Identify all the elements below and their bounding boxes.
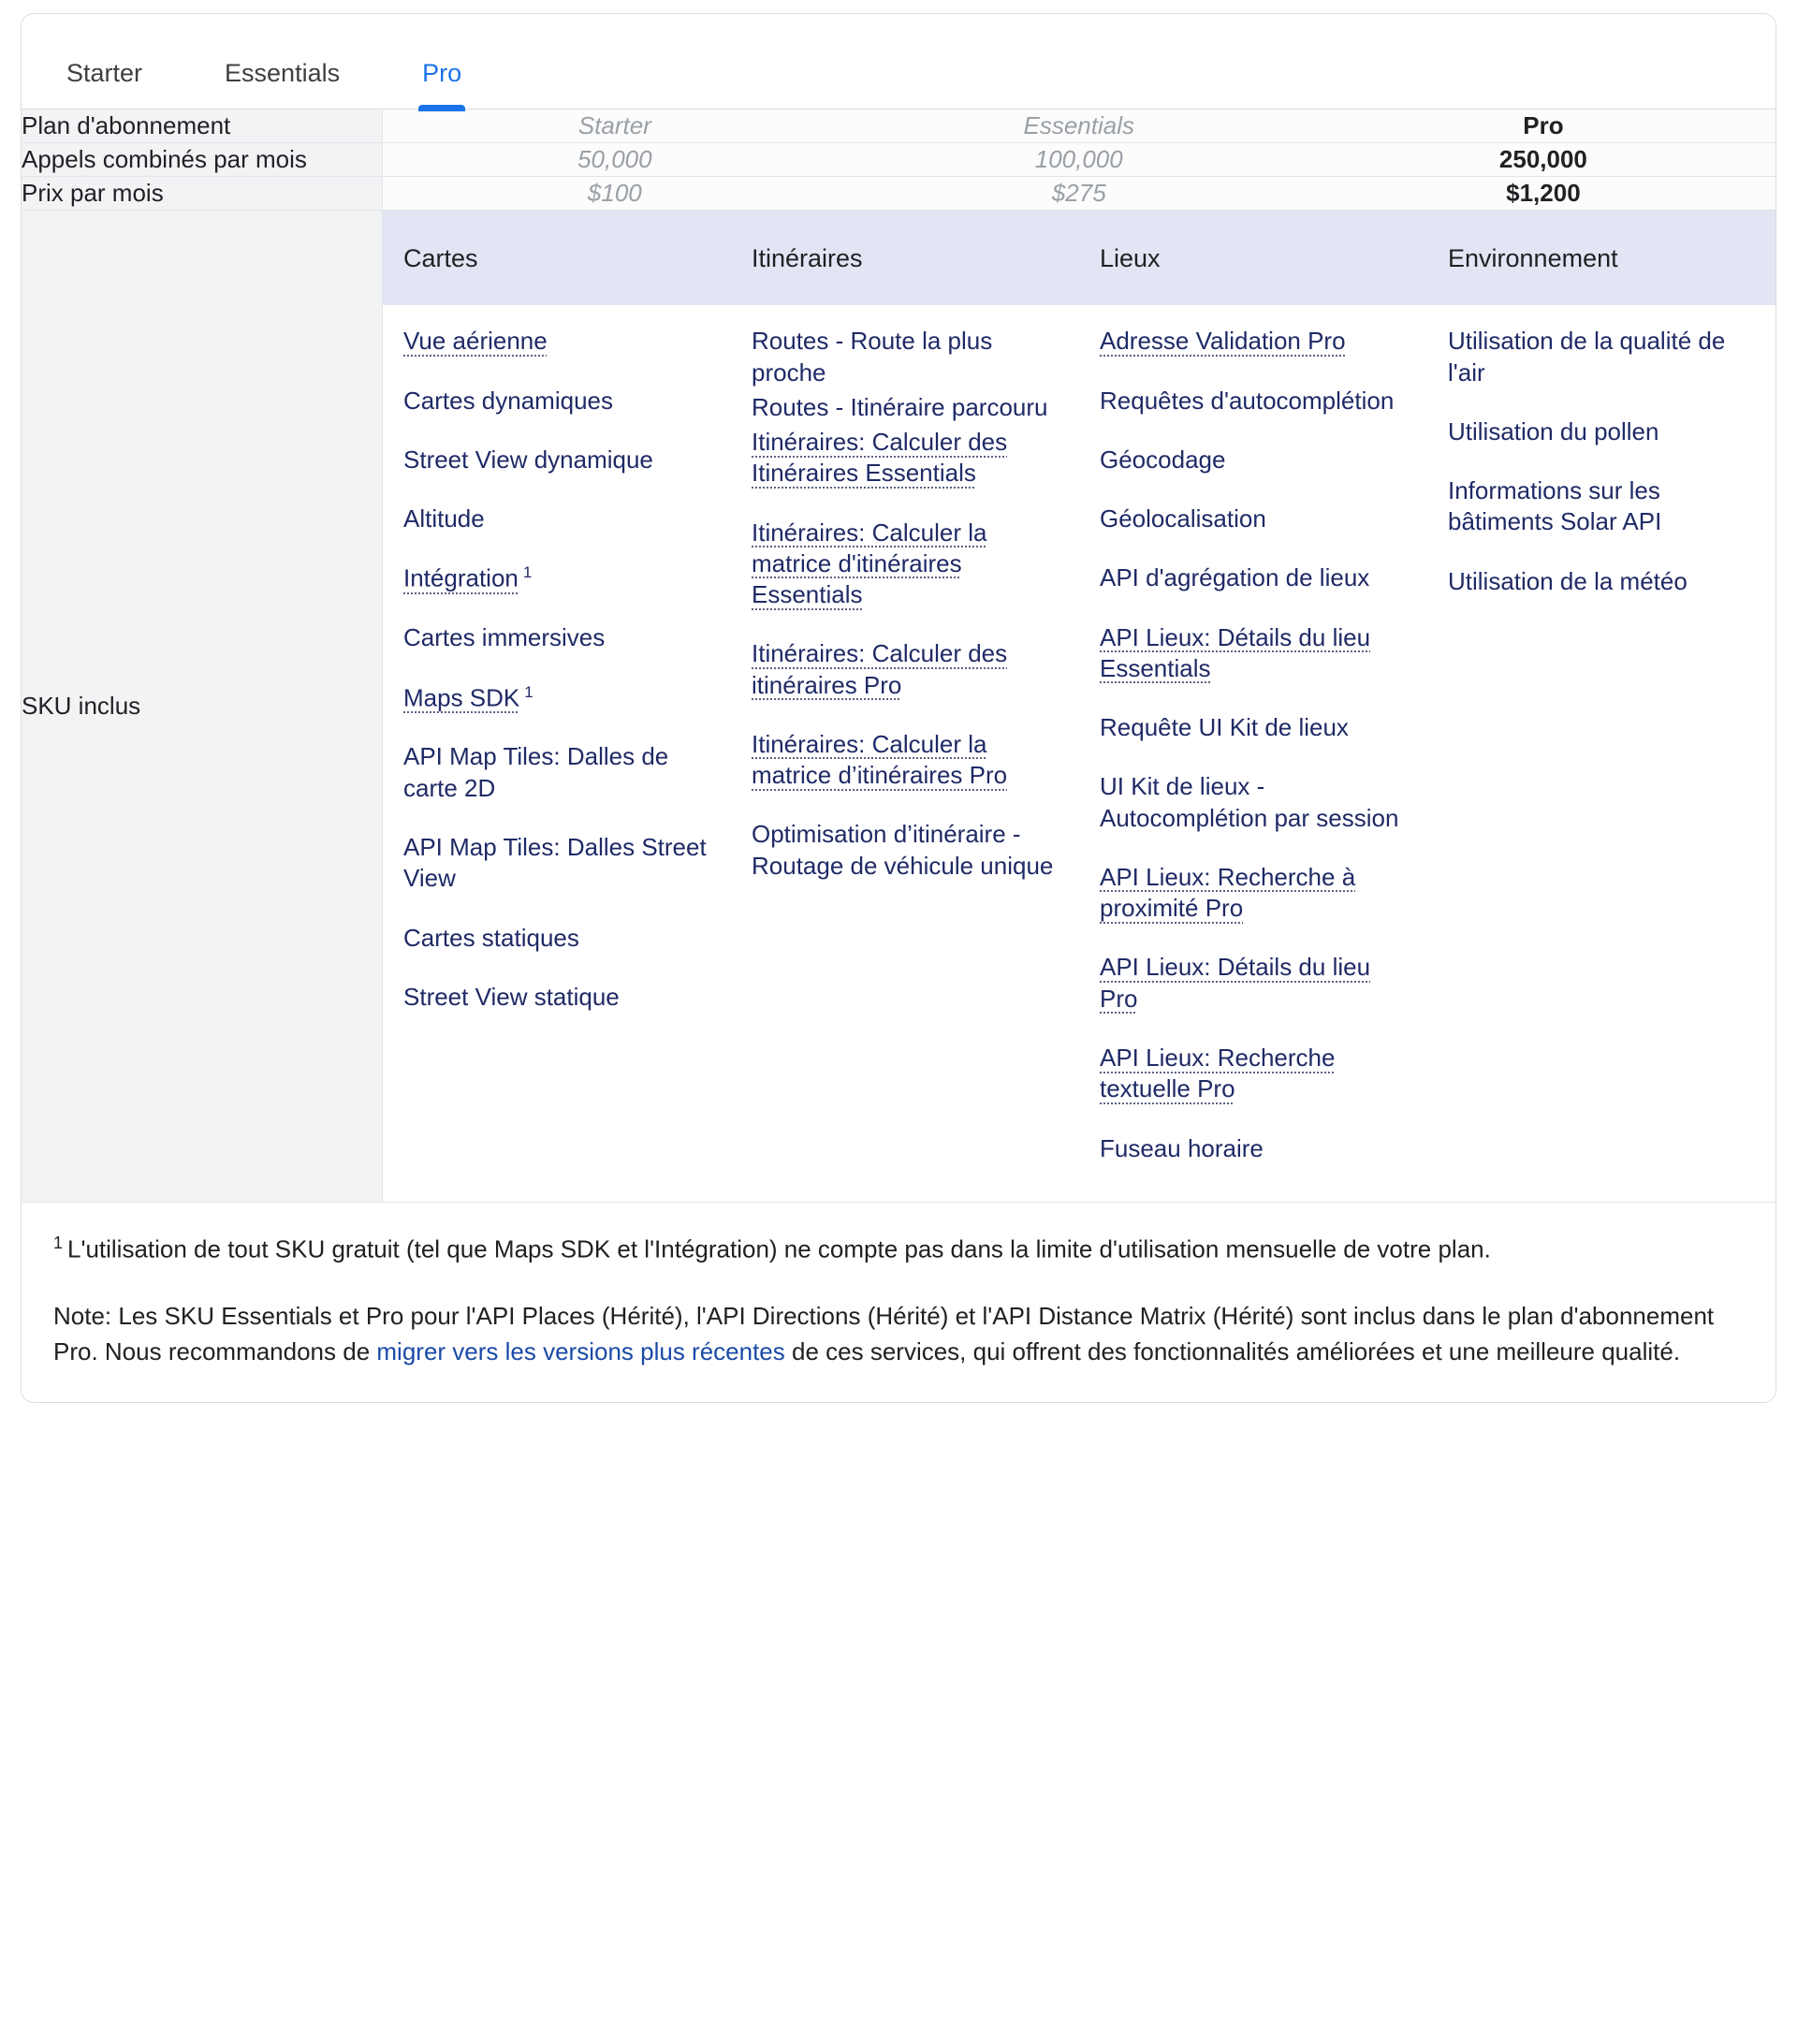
sku-label: API Lieux: Détails du lieu Essentials xyxy=(1100,622,1371,682)
sku-item xyxy=(1100,712,1407,743)
table-row-plan xyxy=(22,110,1775,143)
sku-item xyxy=(1448,326,1755,388)
migrate-link[interactable]: migrer vers les versions plus récentes xyxy=(376,1336,785,1365)
category-header-itineraires: Itinéraires xyxy=(731,211,1079,305)
plan-tabs xyxy=(22,14,1775,110)
sku-item[interactable] xyxy=(1100,952,1407,1015)
sku-label: Informations sur les bâtiments Solar API xyxy=(1448,476,1662,536)
sku-label: API Lieux: Recherche textuelle Pro xyxy=(1100,1044,1336,1103)
price-value-pro: $1,200 xyxy=(1311,177,1775,211)
price-value-essentials: $275 xyxy=(847,177,1311,211)
category-column-environnement xyxy=(1427,305,1775,1202)
sku-label: Géocodage xyxy=(1100,445,1226,474)
footnote-one-marker: 1 xyxy=(53,1233,64,1252)
category-columns xyxy=(383,305,1775,1202)
sku-item xyxy=(1448,416,1755,447)
sku-label: Optimisation d’itinéraire - Routage de véhicule unique xyxy=(752,820,1054,880)
plan-value-essentials: Essentials xyxy=(847,110,1311,143)
row-label-skus: SKU inclus xyxy=(22,211,383,1203)
sku-item xyxy=(1100,1133,1407,1164)
pricing-table xyxy=(22,110,1775,1203)
tab-essentials[interactable]: Essentials xyxy=(225,59,341,87)
table-row-calls xyxy=(22,143,1775,177)
sku-label: Street View statique xyxy=(403,982,620,1011)
sku-label: API Lieux: Détails du lieu Pro xyxy=(1100,953,1371,1013)
calls-value-essentials: 100,000 xyxy=(847,143,1311,177)
sku-item[interactable] xyxy=(403,562,710,594)
sku-item xyxy=(403,622,710,653)
sku-label: API d'agrégation de lieux xyxy=(1100,563,1370,592)
sku-label: Requête UI Kit de lieux xyxy=(1100,713,1349,742)
sku-label: Cartes dynamiques xyxy=(403,386,613,415)
category-column-lieux xyxy=(1079,305,1427,1202)
footnote-note xyxy=(53,1299,1744,1369)
table-row-price xyxy=(22,177,1775,211)
sku-label: Vue aérienne xyxy=(403,327,548,356)
sku-label: Itinéraires: Calculer des Itinéraires Essentials xyxy=(752,428,1008,488)
sku-label: Cartes statiques xyxy=(403,923,579,952)
sku-label: Fuseau horaire xyxy=(1100,1133,1264,1162)
sku-item[interactable] xyxy=(752,518,1059,611)
sku-item xyxy=(1100,386,1407,416)
sku-label: Géolocalisation xyxy=(1100,504,1266,533)
category-header-environnement: Environnement xyxy=(1427,211,1775,305)
sku-label: Maps SDK xyxy=(403,683,520,712)
plan-value-starter: Starter xyxy=(383,110,847,143)
footnote-one xyxy=(53,1231,1744,1267)
plan-value-pro: Pro xyxy=(1311,110,1775,143)
sku-label: API Map Tiles: Dalles Street View xyxy=(403,832,707,893)
sku-item[interactable] xyxy=(1100,862,1407,925)
sku-label: Altitude xyxy=(403,504,485,533)
footnotes xyxy=(22,1203,1775,1402)
sku-item[interactable] xyxy=(752,729,1059,792)
sku-label: Utilisation de la qualité de l'air xyxy=(1448,327,1726,387)
sku-label: Utilisation du pollen xyxy=(1448,416,1659,445)
category-header-lieux: Lieux xyxy=(1079,211,1427,305)
sku-item xyxy=(403,386,710,416)
sku-label: Intégration xyxy=(403,564,519,592)
sku-item[interactable] xyxy=(403,326,710,357)
sku-item xyxy=(403,832,710,895)
sku-item[interactable] xyxy=(403,682,710,714)
sku-item xyxy=(403,504,710,534)
table-row-skus xyxy=(22,211,1775,1203)
sku-item xyxy=(752,392,1059,423)
sku-item xyxy=(1100,562,1407,593)
category-column-cartes xyxy=(383,305,731,1202)
sku-label: Itinéraires: Calculer la matrice d'itinéraires Essentials xyxy=(752,518,987,609)
sku-label: UI Kit de lieux - Autocomplétion par session xyxy=(1100,772,1399,832)
sku-label: Utilisation de la météo xyxy=(1448,566,1687,595)
sku-item xyxy=(1100,445,1407,475)
footnote-one-text: L'utilisation de tout SKU gratuit (tel que Maps SDK et l'Intégration) ne compte pas dans la limite d'utilisation mensuelle de votre plan. xyxy=(67,1234,1491,1263)
row-label-price: Prix par mois xyxy=(22,177,383,211)
category-column-itineraires xyxy=(731,305,1079,1202)
sku-label: Cartes immersives xyxy=(403,623,606,652)
sku-label: Street View dynamique xyxy=(403,445,653,474)
sku-item xyxy=(752,819,1059,882)
row-label-calls: Appels combinés par mois xyxy=(22,143,383,177)
sku-label: API Lieux: Recherche à proximité Pro xyxy=(1100,862,1356,923)
sku-footnote-marker: 1 xyxy=(524,682,533,701)
sku-item xyxy=(1448,566,1755,597)
sku-item xyxy=(752,326,1059,388)
sku-item xyxy=(1448,475,1755,538)
calls-value-pro: 250,000 xyxy=(1311,143,1775,177)
sku-item[interactable] xyxy=(1100,326,1407,357)
sku-footnote-marker: 1 xyxy=(522,563,533,582)
sku-label: Itinéraires: Calculer la matrice d’itinéraires Pro xyxy=(752,729,1008,790)
sku-item xyxy=(403,923,710,954)
tab-pro[interactable]: Pro xyxy=(416,61,467,109)
tab-starter[interactable]: Starter xyxy=(66,59,143,87)
sku-item xyxy=(403,982,710,1013)
footnote-note-before: Note: Les SKU Essentials et Pro pour l'API Places (Hérité), l'API Directions (Hérité) et l'API Distance Matrix (Hérité) sont inclus dans le plan d'abonnement Pro. Nous recommandons de xyxy=(53,1302,1715,1365)
sku-label: Routes - Route la plus proche xyxy=(752,327,993,387)
sku-item xyxy=(403,445,710,475)
pricing-card xyxy=(21,13,1776,1403)
sku-label: Adresse Validation Pro xyxy=(1100,327,1346,356)
sku-label: Routes - Itinéraire parcouru xyxy=(752,392,1048,421)
price-value-starter: $100 xyxy=(383,177,847,211)
sku-label: Itinéraires: Calculer des itinéraires Pro xyxy=(752,639,1008,699)
sku-item xyxy=(403,741,710,804)
footnote-note-after: de ces services, qui offrent des fonctionnalités améliorées et une meilleure qualité. xyxy=(784,1336,1681,1365)
sku-item[interactable] xyxy=(1100,622,1407,685)
category-header-cartes: Cartes xyxy=(383,211,731,305)
sku-item xyxy=(1100,771,1407,834)
category-header-row xyxy=(383,211,1775,305)
sku-item[interactable] xyxy=(752,638,1059,701)
sku-matrix xyxy=(383,211,1776,1203)
sku-item[interactable] xyxy=(1100,1043,1407,1105)
row-label-plan: Plan d'abonnement xyxy=(22,110,383,143)
sku-item xyxy=(1100,504,1407,534)
sku-label: Requêtes d'autocomplétion xyxy=(1100,386,1395,415)
sku-label: API Map Tiles: Dalles de carte 2D xyxy=(403,742,669,802)
calls-value-starter: 50,000 xyxy=(383,143,847,177)
sku-item[interactable] xyxy=(752,427,1059,489)
